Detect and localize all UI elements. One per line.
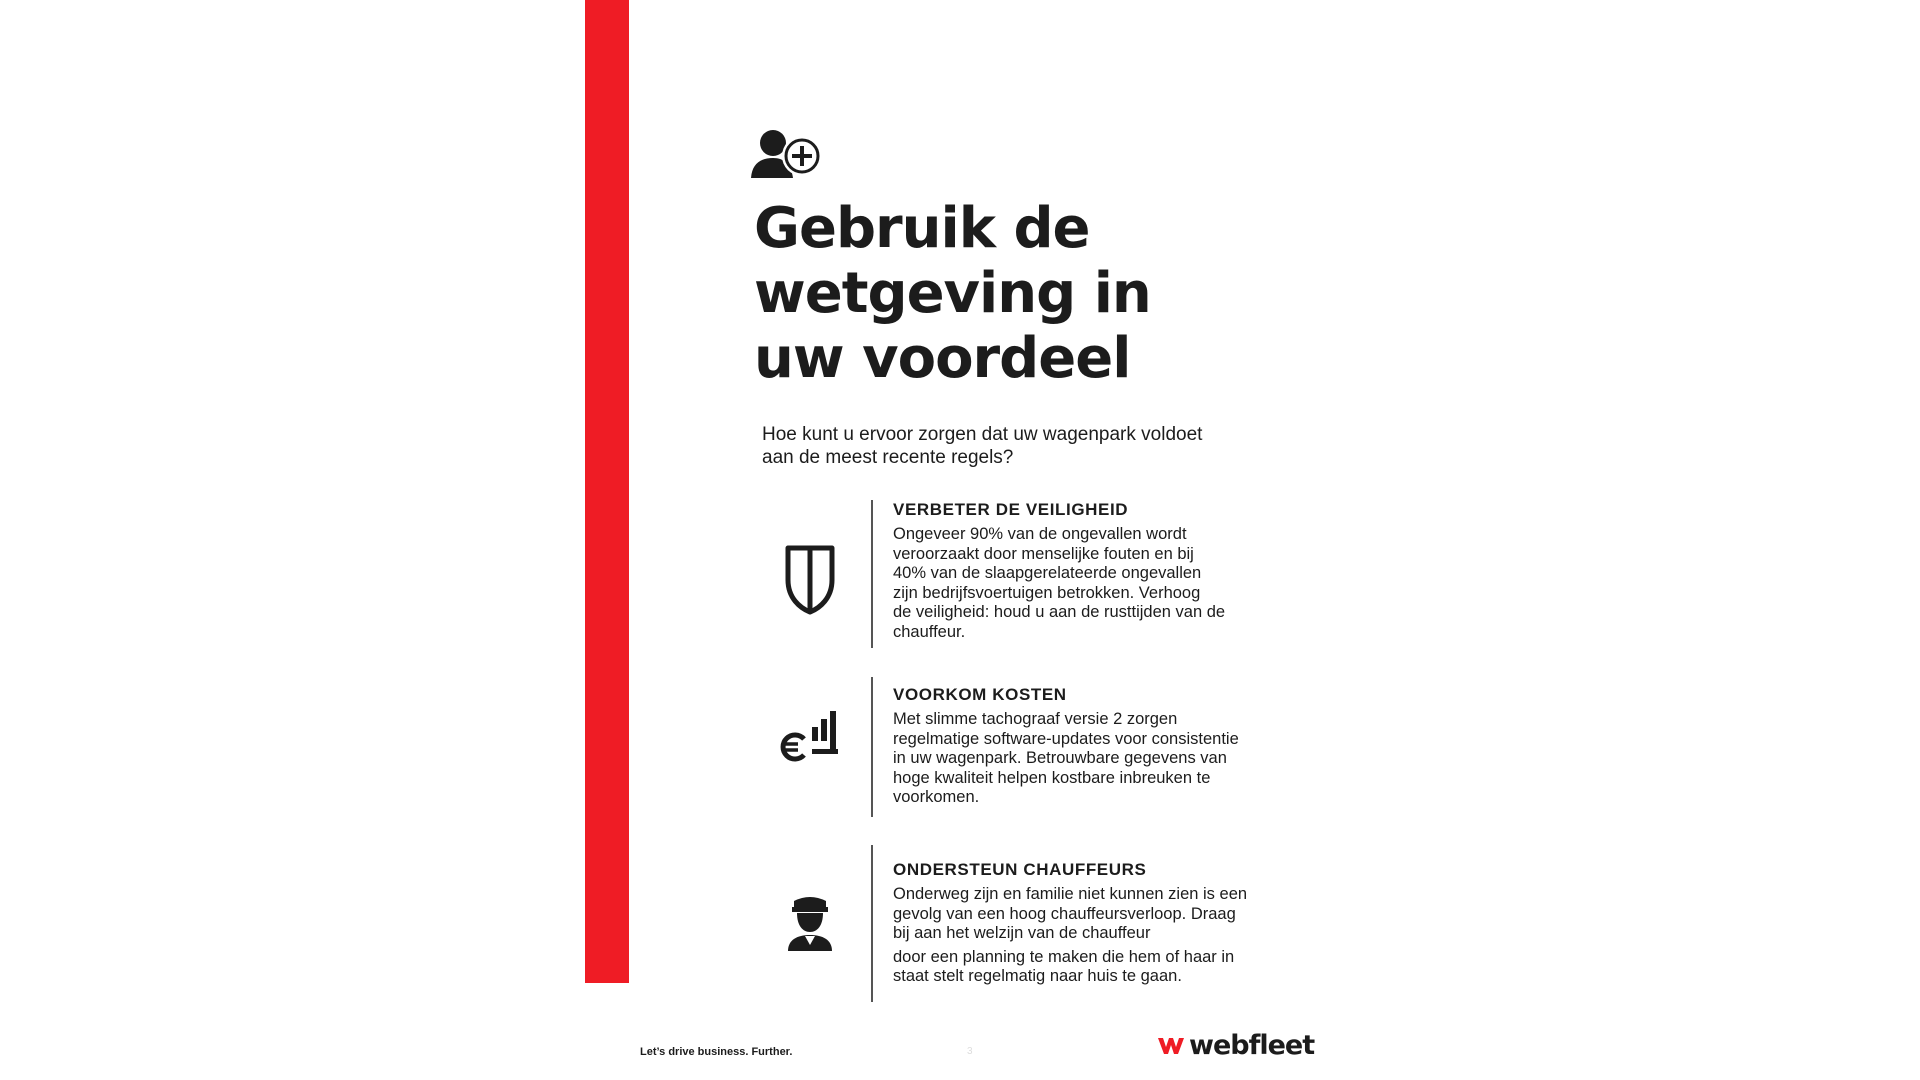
shield-icon — [760, 540, 860, 620]
section-heading: ONDERSTEUN CHAUFFEURS — [893, 860, 1147, 879]
webfleet-logo — [1157, 1030, 1314, 1061]
section-heading: VERBETER DE VEILIGHEID — [893, 500, 1129, 519]
page-number: 3 — [967, 1046, 973, 1057]
red-accent-bar — [585, 0, 629, 983]
section-divider — [871, 677, 873, 817]
webfleet-logo-mark-icon — [1157, 1036, 1185, 1056]
page-title — [754, 196, 1354, 391]
intro-text: Hoe kunt u ervoor zorgen dat uw wagenpark voldoet aan de meest recente regels? — [762, 424, 1203, 468]
logo-text: webfleet — [1189, 1030, 1315, 1061]
user-add-icon — [751, 128, 823, 180]
title-line: wetgeving in — [754, 261, 1151, 326]
title-line: Gebruik de — [754, 196, 1090, 261]
section-drivers — [760, 845, 1320, 1002]
section-body: Ongeveer 90% van de ongevallen wordt veroorzaakt door menselijke fouten en bij 40% van de slaapgerelateerde ongevallen zijn bedrijfsvoertuigen betrokken. Verhoog de veiligheid: houd u aan de rusttijden van de chauffeur. — [893, 525, 1226, 641]
driver-icon — [760, 893, 860, 973]
section-divider — [871, 845, 873, 1002]
section-safety — [760, 500, 1320, 648]
section-costs — [760, 677, 1320, 817]
section-heading: VOORKOM KOSTEN — [893, 685, 1067, 704]
section-body: Onderweg zijn en familie niet kunnen zien is een gevolg van een hoog chauffeursverloop. Draag bij aan het welzijn van de chauffeur door een planning te maken die hem of haar in staat stelt regelmatig naar huis te gaan. — [893, 885, 1248, 985]
title-line: uw voordeel — [754, 326, 1131, 391]
footer-tagline: Let’s drive business. Further. — [640, 1046, 793, 1058]
euro-bar-chart-icon — [760, 709, 860, 789]
section-divider — [871, 500, 873, 648]
section-body: Met slimme tachograaf versie 2 zorgen regelmatige software-updates voor consistentie in uw wagenpark. Betrouwbare gegevens van hoge kwaliteit helpen kostbare inbreuken te voorkomen. — [893, 710, 1239, 806]
